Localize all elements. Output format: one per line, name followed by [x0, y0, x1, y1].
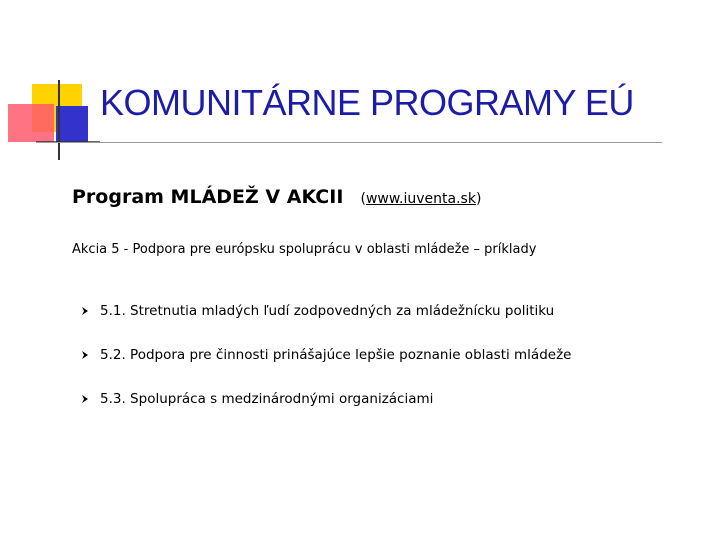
list-item	[80, 391, 571, 435]
paren-close: )	[475, 191, 482, 207]
list-item	[80, 347, 571, 391]
bullet-text: 5.2. Podpora pre činnosti prinášajúce lepšie poznanie oblasti mládeže	[100, 347, 572, 363]
red-square	[8, 104, 54, 142]
title-divider	[36, 142, 662, 143]
list-item	[80, 303, 571, 347]
arrow-bullet-icon	[80, 394, 90, 404]
program-website-link[interactable]: www.iuventa.sk	[365, 191, 476, 207]
bullet-text: 5.3. Spolupráca s medzinárodnými organizáciami	[100, 391, 434, 407]
arrow-bullet-icon	[80, 350, 90, 360]
action-heading: Akcia 5 - Podpora pre európsku spoluprácu v oblasti mládeže – príklady	[72, 242, 537, 257]
paren-open: (	[360, 191, 366, 207]
program-line	[72, 186, 481, 208]
bullet-text: 5.1. Stretnutia mladých ľudí zodpovedných za mládežnícku politiku	[100, 303, 555, 319]
blue-square	[56, 106, 88, 142]
arrow-bullet-icon	[80, 306, 90, 316]
decorative-squares-graphic	[0, 0, 100, 170]
program-title: Program MLÁDEŽ V AKCII	[72, 186, 344, 208]
program-link-wrap	[360, 191, 481, 207]
slide-title: KOMUNITÁRNE PROGRAMY EÚ	[100, 82, 634, 123]
bullet-list	[80, 303, 571, 435]
